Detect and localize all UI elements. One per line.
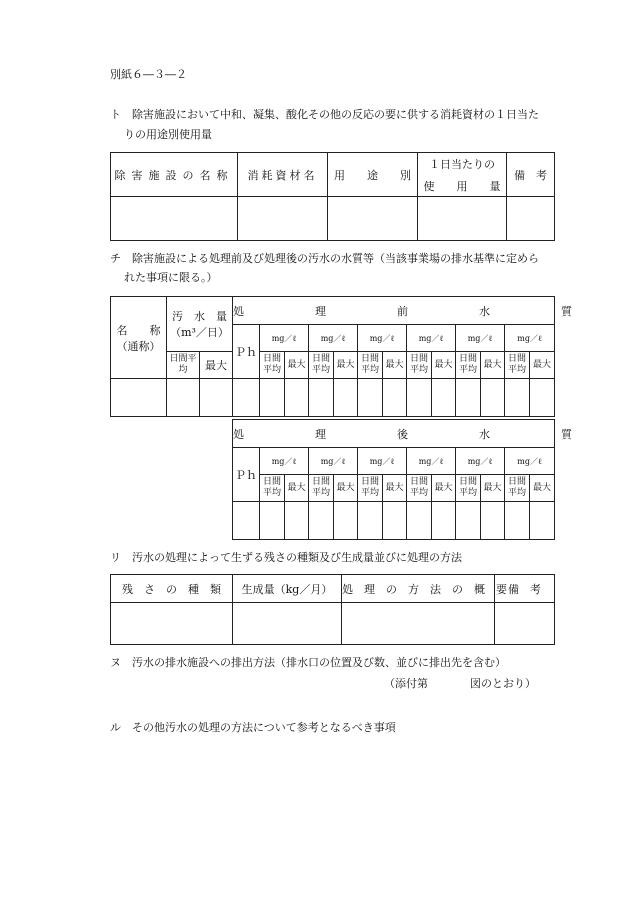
section-to-line2: りの用途別使用量 (124, 128, 212, 141)
cell-value[interactable] (309, 379, 334, 417)
cell-value[interactable] (481, 502, 505, 540)
cell-volume-max[interactable] (200, 379, 233, 417)
cell-remarks[interactable] (507, 197, 555, 241)
cell-value[interactable] (407, 502, 432, 540)
th-unit: mg／ℓ (505, 448, 555, 475)
cell-value[interactable] (432, 502, 456, 540)
th-sub-avg: 日間平均 (505, 352, 530, 379)
cell-value[interactable] (309, 502, 334, 540)
form-id: 別紙６―３―２ (110, 68, 187, 81)
cell-usage[interactable] (328, 197, 418, 241)
th-unit: mg／ℓ (260, 325, 309, 352)
cell-value[interactable] (260, 502, 285, 540)
cell-treatment-method[interactable] (342, 603, 495, 645)
th-sub-avg: 日間平均 (407, 475, 432, 502)
cell-residue-type[interactable] (111, 603, 233, 645)
th-daily-usage-line1: １日当たりの (429, 157, 495, 171)
th-sub-max: 最大 (530, 475, 555, 502)
section-nu-attach-suffix: 図のとおり） (470, 677, 536, 690)
th-sub-avg: 日間平均 (260, 475, 285, 502)
th-sub-max: 最大 (334, 475, 358, 502)
th-sub-max: 最大 (383, 352, 407, 379)
th-residue-type: 残 さ の 種 類 (111, 575, 233, 603)
th-sub-avg: 日間平均 (260, 352, 285, 379)
section-nu-line1: ヌ 汚水の排水施設への排出方法（排水口の位置及び数、並びに排出先を含む） (110, 656, 506, 669)
th-sub-max: 最大 (334, 352, 358, 379)
cell-value[interactable] (530, 379, 555, 417)
th-sub-avg: 日間平均 (309, 352, 334, 379)
th-unit: mg／ℓ (456, 448, 505, 475)
consumables-table (110, 152, 555, 241)
cell-value[interactable] (285, 502, 309, 540)
th-unit: mg／ℓ (358, 448, 407, 475)
th-sub-avg: 日間平均 (358, 352, 383, 379)
th-after-title: 処 理 後 水 質 (233, 420, 555, 448)
cell-value[interactable] (456, 502, 481, 540)
cell-value[interactable] (334, 502, 358, 540)
cell-name[interactable] (111, 379, 167, 417)
th-unit: mg／ℓ (407, 325, 456, 352)
th-usage: 用 途 別 (328, 153, 418, 197)
cell-value[interactable] (358, 502, 383, 540)
th-name (111, 297, 167, 379)
th-sub-avg: 日間平均 (456, 475, 481, 502)
th-unit: mg／ℓ (505, 325, 555, 352)
section-chi-line2: れた事項に限る。） (124, 271, 218, 284)
th-unit: mg／ℓ (309, 448, 358, 475)
th-sub-max: 最大 (432, 352, 456, 379)
th-ph: Ｐｈ (233, 325, 260, 379)
th-sub-avg: 日間平均 (505, 475, 530, 502)
cell-volume-avg[interactable] (167, 379, 200, 417)
section-nu-attach-prefix: （添付第 (384, 677, 428, 690)
th-treatment-method: 処 理 の 方 法 の 概 要 (342, 575, 495, 603)
th-volume-max: 最大 (200, 352, 233, 379)
th-sub-avg: 日間平均 (456, 352, 481, 379)
th-unit: mg／ℓ (309, 325, 358, 352)
cell-ph[interactable] (233, 502, 260, 540)
cell-value[interactable] (407, 379, 432, 417)
section-ru-line1: ル その他汚水の処理の方法について参考となるべき事項 (110, 721, 396, 734)
cell-value[interactable] (505, 379, 530, 417)
th-generation-amount: 生成量（kg／月） (233, 575, 342, 603)
th-sub-avg: 日間平均 (407, 352, 432, 379)
th-volume-avg: 日間平均 (167, 352, 200, 379)
th-name-sub: （通称） (116, 339, 161, 353)
cell-value[interactable] (358, 379, 383, 417)
section-chi-line1: チ 除害施設による処理前及び処理後の汚水の水質等（当該事業場の排水基準に定めら (110, 252, 539, 265)
th-sub-max: 最大 (285, 352, 309, 379)
cell-ph[interactable] (233, 379, 260, 417)
cell-value[interactable] (505, 502, 530, 540)
water-quality-before-table (110, 296, 602, 417)
cell-value[interactable] (260, 379, 285, 417)
th-sub-avg: 日間平均 (309, 475, 334, 502)
th-remarks: 備 考 (495, 575, 555, 603)
th-sub-max: 最大 (481, 475, 505, 502)
cell-remarks[interactable] (495, 603, 555, 645)
th-daily-usage (418, 153, 507, 197)
cell-value[interactable] (456, 379, 481, 417)
cell-daily-usage[interactable] (418, 197, 507, 241)
cell-value[interactable] (285, 379, 309, 417)
th-sub-max: 最大 (530, 352, 555, 379)
cell-value[interactable] (432, 379, 456, 417)
th-unit: mg／ℓ (456, 325, 505, 352)
th-material-name: 消耗資材名 (238, 153, 328, 197)
th-sub-max: 最大 (432, 475, 456, 502)
th-daily-usage-line2: 使 用 量 (423, 179, 501, 193)
section-ri-line1: リ 汚水の処理によって生ずる残さの種類及び生成量並びに処理の方法 (110, 551, 462, 564)
th-volume-unit: （m³／日） (170, 326, 229, 339)
th-facility-name: 除害施設の名称 (111, 153, 238, 197)
cell-value[interactable] (481, 379, 505, 417)
cell-generation-amount[interactable] (233, 603, 342, 645)
section-to-line1: ト 除害施設において中和、凝集、酸化その他の反応の要に供する消耗資材の１日当た (110, 108, 539, 121)
cell-value[interactable] (334, 379, 358, 417)
cell-value[interactable] (383, 379, 407, 417)
th-ph: Ｐｈ (233, 448, 260, 502)
th-before-title: 処 理 前 水 質 (233, 297, 555, 325)
residue-table (110, 574, 555, 645)
th-volume-label: 汚 水 量 (172, 310, 227, 323)
cell-value[interactable] (530, 502, 555, 540)
th-unit: mg／ℓ (260, 448, 309, 475)
th-sub-max: 最大 (285, 475, 309, 502)
th-sub-max: 最大 (481, 352, 505, 379)
th-sub-avg: 日間平均 (358, 475, 383, 502)
th-name-label: 名 称 (116, 323, 161, 337)
cell-value[interactable] (383, 502, 407, 540)
cell-material-name[interactable] (238, 197, 328, 241)
th-sub-max: 最大 (383, 475, 407, 502)
th-unit: mg／ℓ (407, 448, 456, 475)
cell-facility-name[interactable] (111, 197, 238, 241)
water-quality-after-table (232, 419, 602, 540)
th-unit: mg／ℓ (358, 325, 407, 352)
th-volume (167, 297, 233, 352)
th-remarks: 備 考 (507, 153, 555, 197)
